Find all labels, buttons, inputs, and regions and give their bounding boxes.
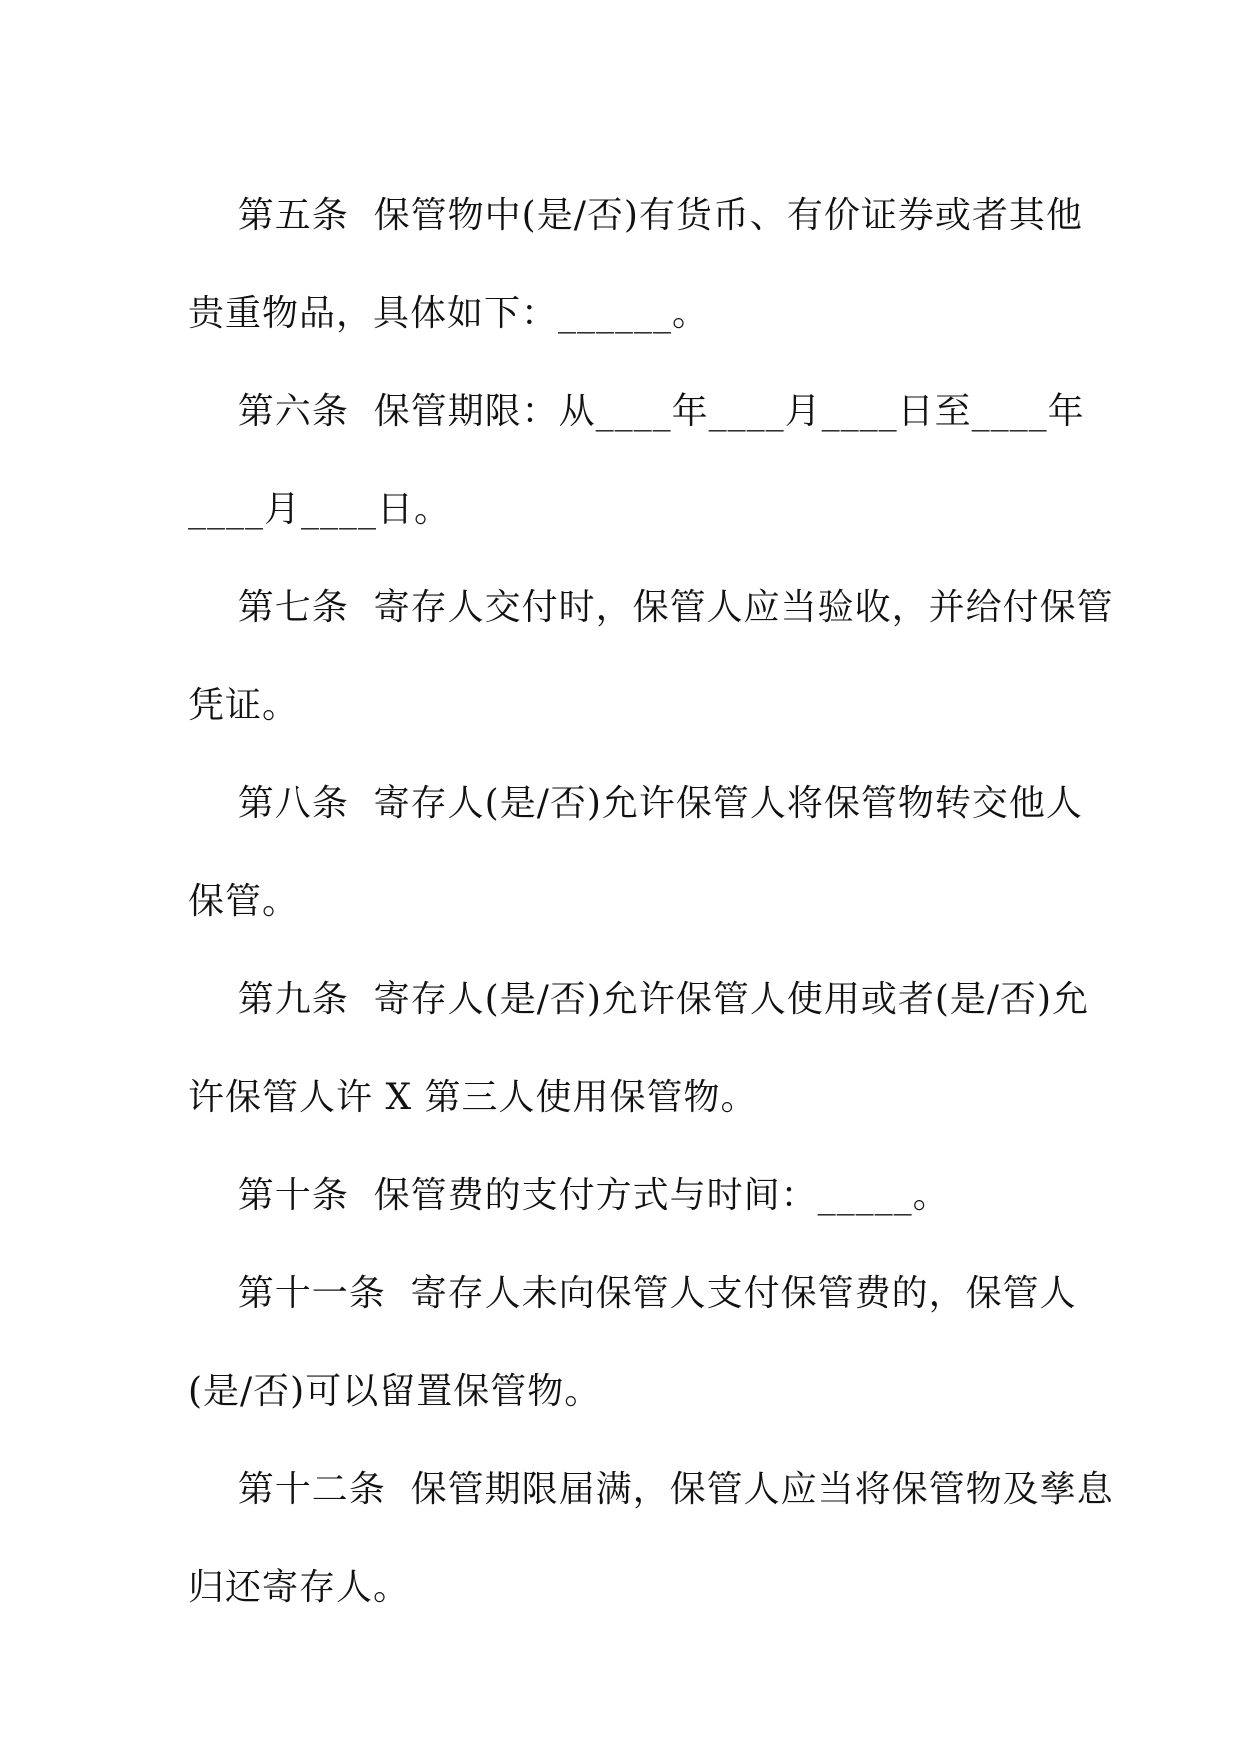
text-line: 贵重物品，具体如下：______。 bbox=[188, 293, 710, 334]
contract-text bbox=[188, 167, 1114, 1637]
text-line: 许保管人许 X 第三人使用保管物。 bbox=[188, 1077, 758, 1118]
text-line: 保管。 bbox=[188, 881, 300, 922]
text-line: 第七条 寄存人交付时，保管人应当验收，并给付保管 bbox=[188, 587, 1114, 628]
text-line: 第十一条 寄存人未向保管人支付保管费的，保管人 bbox=[188, 1273, 1077, 1314]
text-line: 第十条 保管费的支付方式与时间：_____。 bbox=[188, 1175, 950, 1216]
text-line: 凭证。 bbox=[188, 685, 300, 726]
text-line: 第六条 保管期限：从____年____月____日至____年 bbox=[188, 391, 1085, 432]
text-line: 第十二条 保管期限届满，保管人应当将保管物及孳息 bbox=[188, 1469, 1114, 1510]
text-line: (是/否)可以留置保管物。 bbox=[188, 1371, 602, 1412]
text-line: 归还寄存人。 bbox=[188, 1567, 411, 1608]
text-line: 第五条 保管物中(是/否)有货币、有价证券或者其他 bbox=[188, 195, 1083, 236]
text-line: 第九条 寄存人(是/否)允许保管人使用或者(是/否)允 bbox=[188, 979, 1090, 1020]
text-line: ____月____日。 bbox=[188, 489, 452, 530]
text-line: 第八条 寄存人(是/否)允许保管人将保管物转交他人 bbox=[188, 783, 1083, 824]
